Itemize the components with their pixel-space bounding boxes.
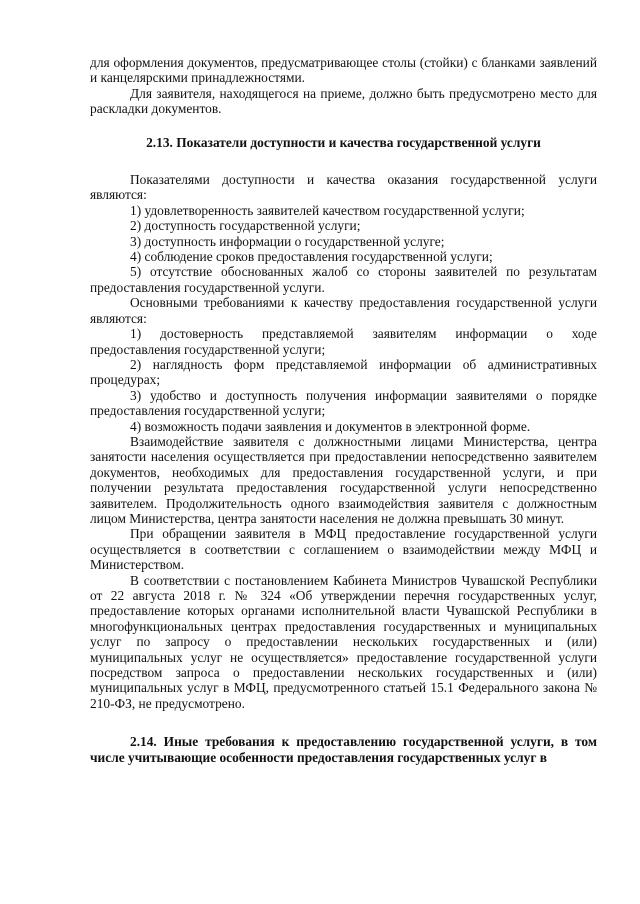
indicator-item-2: 2) доступность государственной услуги; <box>130 218 361 234</box>
paragraph-interaction: Взаимодействие заявителя с должностными лицами Министерства, центра занятости населения осуществляется при предоставлении непосредственно заявителем документов, необходимых для предоставления государственной услуги, и при получении результата предоставления государственной услуги непосредственно заявителем. Продолжительность одного взаимодействия заявителя с должностным лицом Министерства, центра занятости населения не должна превышать 30 минут. <box>90 433 597 526</box>
paragraph-mfc: При обращении заявителя в МФЦ предоставление государственной услуги осуществляется в соответствии с соглашением о взаимодействии между МФЦ и Министерством. <box>90 526 597 573</box>
document-body <box>90 55 597 765</box>
section-heading-2-13: 2.13. Показатели доступности и качества государственной услуги <box>146 134 541 150</box>
paragraph-resolution: В соответствии с постановлением Кабинета Министров Чувашской Республики от 22 августа 2018 г. № 324 «Об утверждении перечня государственных услуг, предоставление которых органами исполнительной власти Чувашской Республики в многофункциональных центрах предоставления государственных и муниципальных услуг по запросу о предоставлении нескольких государственных и (или) муниципальных услуг не осуществляется» предоставление государственной услуги посредством запроса о предоставлении нескольких государственных и (или) муниципальных услуг в МФЦ, предусмотренного статьей 15.1 Федерального закона № 210-ФЗ, не предусмотрено. <box>90 572 597 711</box>
indicator-item-5: 5) отсутствие обоснованных жалоб со стороны заявителей по результатам предоставления государственной услуги. <box>90 264 597 295</box>
paragraph-document-place: Для заявителя, находящегося на приеме, должно быть предусмотрено место для раскладки документов. <box>90 85 597 117</box>
paragraph-indicators-intro: Показателями доступности и качества оказания государственной услуги являются: <box>90 172 597 203</box>
requirement-item-1: 1) достоверность представляемой заявителям информации о ходе предоставления государственной услуги; <box>90 326 597 357</box>
requirement-item-3: 3) удобство и доступность получения информации заявителями о порядке предоставления государственной услуги; <box>90 387 597 419</box>
requirement-item-4: 4) возможность подачи заявления и документов в электронной форме. <box>130 418 531 434</box>
section-heading-2-14: 2.14. Иные требования к предоставлению государственной услуги, в том числе учитывающие особенности предоставления государственных услуг в <box>90 734 597 765</box>
requirement-item-2: 2) наглядность форм представляемой информации об административных процедурах; <box>90 356 597 388</box>
indicator-item-4: 4) соблюдение сроков предоставления государственной услуги; <box>130 249 493 265</box>
indicator-item-1: 1) удовлетворенность заявителей качеством государственной услуги; <box>130 202 525 218</box>
paragraph-forms-continuation: для оформления документов, предусматривающее столы (стойки) с бланками заявлений и канцелярскими принадлежностями. <box>90 55 597 86</box>
paragraph-requirements-intro: Основными требованиями к качеству предоставления государственной услуги являются: <box>90 295 597 326</box>
indicator-item-3: 3) доступность информации о государственной услуге; <box>130 233 445 249</box>
